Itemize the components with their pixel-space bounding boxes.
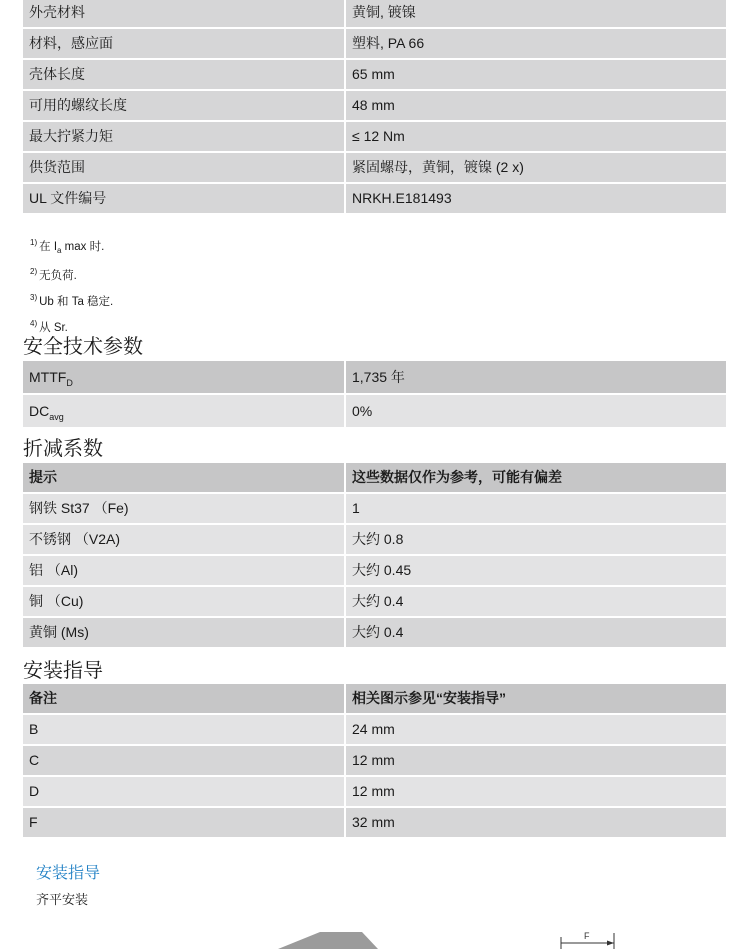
reduction-section-title: 折减系数	[23, 438, 103, 460]
spec-key: UL 文件编号	[23, 184, 344, 213]
spec-value: 紧固螺母，黄铜，镀镍 (2 x)	[346, 153, 726, 182]
spec-key: 外壳材料	[23, 0, 344, 27]
spec-value: 24 mm	[346, 715, 726, 744]
spec-row-sensing-material	[23, 29, 726, 58]
footnote-2	[30, 261, 113, 287]
spec-value: 0%	[346, 395, 726, 427]
header-value: 相关图示参见“安装指导”	[346, 684, 726, 713]
footnotes	[30, 232, 113, 339]
spec-value: 65 mm	[346, 60, 726, 89]
spec-key: 铝 （Al)	[23, 556, 344, 585]
spec-value: 黄铜, 镀镍	[346, 0, 726, 27]
spec-row-housing-length	[23, 60, 726, 89]
install-header-row	[23, 684, 726, 713]
spec-value: 大约 0.4	[346, 587, 726, 616]
spec-value: 12 mm	[346, 746, 726, 775]
spec-value: 48 mm	[346, 91, 726, 120]
spec-row-scope-of-delivery	[23, 153, 726, 182]
reduction-row-brass	[23, 618, 726, 647]
installation-drawing	[0, 918, 750, 949]
header-key: 备注	[23, 684, 344, 713]
header-value: 这些数据仅作为参考，可能有偏差	[346, 463, 726, 492]
footnote-1	[30, 232, 113, 261]
reduction-table	[23, 463, 726, 649]
spec-key: F	[23, 808, 344, 837]
sensor-body-shape	[278, 932, 378, 949]
spec-key: 不锈钢 （V2A)	[23, 525, 344, 554]
spec-value: 塑料, PA 66	[346, 29, 726, 58]
safety-section-title: 安全技术参数	[23, 336, 143, 358]
spec-value: ≤ 12 Nm	[346, 122, 726, 151]
safety-row-dcavg	[23, 395, 726, 427]
spec-value: 12 mm	[346, 777, 726, 806]
header-key: 提示	[23, 463, 344, 492]
spec-key-text: DC	[29, 403, 50, 419]
install-row-f	[23, 808, 726, 837]
safety-row-mttfd	[23, 361, 726, 393]
footnote-text: 从 Sr.	[39, 321, 68, 334]
general-specs-table	[23, 0, 726, 215]
spec-value: NRKH.E181493	[346, 184, 726, 213]
footnote-number: 3)	[30, 292, 38, 302]
reduction-header-row	[23, 463, 726, 492]
spec-key: 可用的螺纹长度	[23, 91, 344, 120]
spec-key: 供货范围	[23, 153, 344, 182]
spec-value: 大约 0.8	[346, 525, 726, 554]
install-row-c	[23, 746, 726, 775]
install-row-b	[23, 715, 726, 744]
spec-key: C	[23, 746, 344, 775]
footnote-number: 4)	[30, 318, 38, 328]
spec-key	[23, 361, 344, 393]
spec-row-max-torque	[23, 122, 726, 151]
dimension-label-f: F	[584, 931, 590, 941]
install-section-title: 安装指导	[23, 660, 103, 682]
footnote-text-tail: max 时.	[61, 240, 105, 253]
spec-key-text: MTTF	[29, 369, 67, 385]
footnote-text: Ub 和 Ta 稳定.	[39, 295, 114, 308]
install-guide-subtitle: 齐平安装	[36, 892, 89, 907]
footnote-subscript: a	[57, 246, 62, 256]
spec-row-ul-file	[23, 184, 726, 213]
dimension-arrow-icon	[607, 941, 614, 946]
install-table	[23, 684, 726, 839]
spec-value: 32 mm	[346, 808, 726, 837]
spec-key-subscript: D	[66, 377, 73, 388]
spec-value: 1,735 年	[346, 361, 726, 393]
spec-key: D	[23, 777, 344, 806]
footnote-3	[30, 287, 113, 313]
reduction-row-stainless	[23, 525, 726, 554]
install-guide-title: 安装指导	[36, 865, 101, 882]
spec-row-thread-length	[23, 91, 726, 120]
footnote-text: 无负荷.	[39, 269, 77, 282]
spec-value: 大约 0.45	[346, 556, 726, 585]
spec-value: 1	[346, 494, 726, 523]
footnote-number: 1)	[30, 238, 38, 247]
safety-table	[23, 361, 726, 429]
reduction-row-aluminium	[23, 556, 726, 585]
reduction-row-steel	[23, 494, 726, 523]
install-row-d	[23, 777, 726, 806]
spec-key: 最大拧紧力矩	[23, 122, 344, 151]
spec-key-subscript: avg	[49, 411, 64, 422]
spec-value: 大约 0.4	[346, 618, 726, 647]
spec-key: 铜 （Cu)	[23, 587, 344, 616]
reduction-row-copper	[23, 587, 726, 616]
footnote-number: 2)	[30, 267, 38, 277]
spec-key: 黄铜 (Ms)	[23, 618, 344, 647]
spec-key: 钢铁 St37 （Fe)	[23, 494, 344, 523]
spec-row-housing-material	[23, 0, 726, 27]
spec-key	[23, 395, 344, 427]
spec-key: 壳体长度	[23, 60, 344, 89]
spec-key: 材料，感应面	[23, 29, 344, 58]
footnote-text: 在 I	[39, 240, 58, 253]
spec-key: B	[23, 715, 344, 744]
